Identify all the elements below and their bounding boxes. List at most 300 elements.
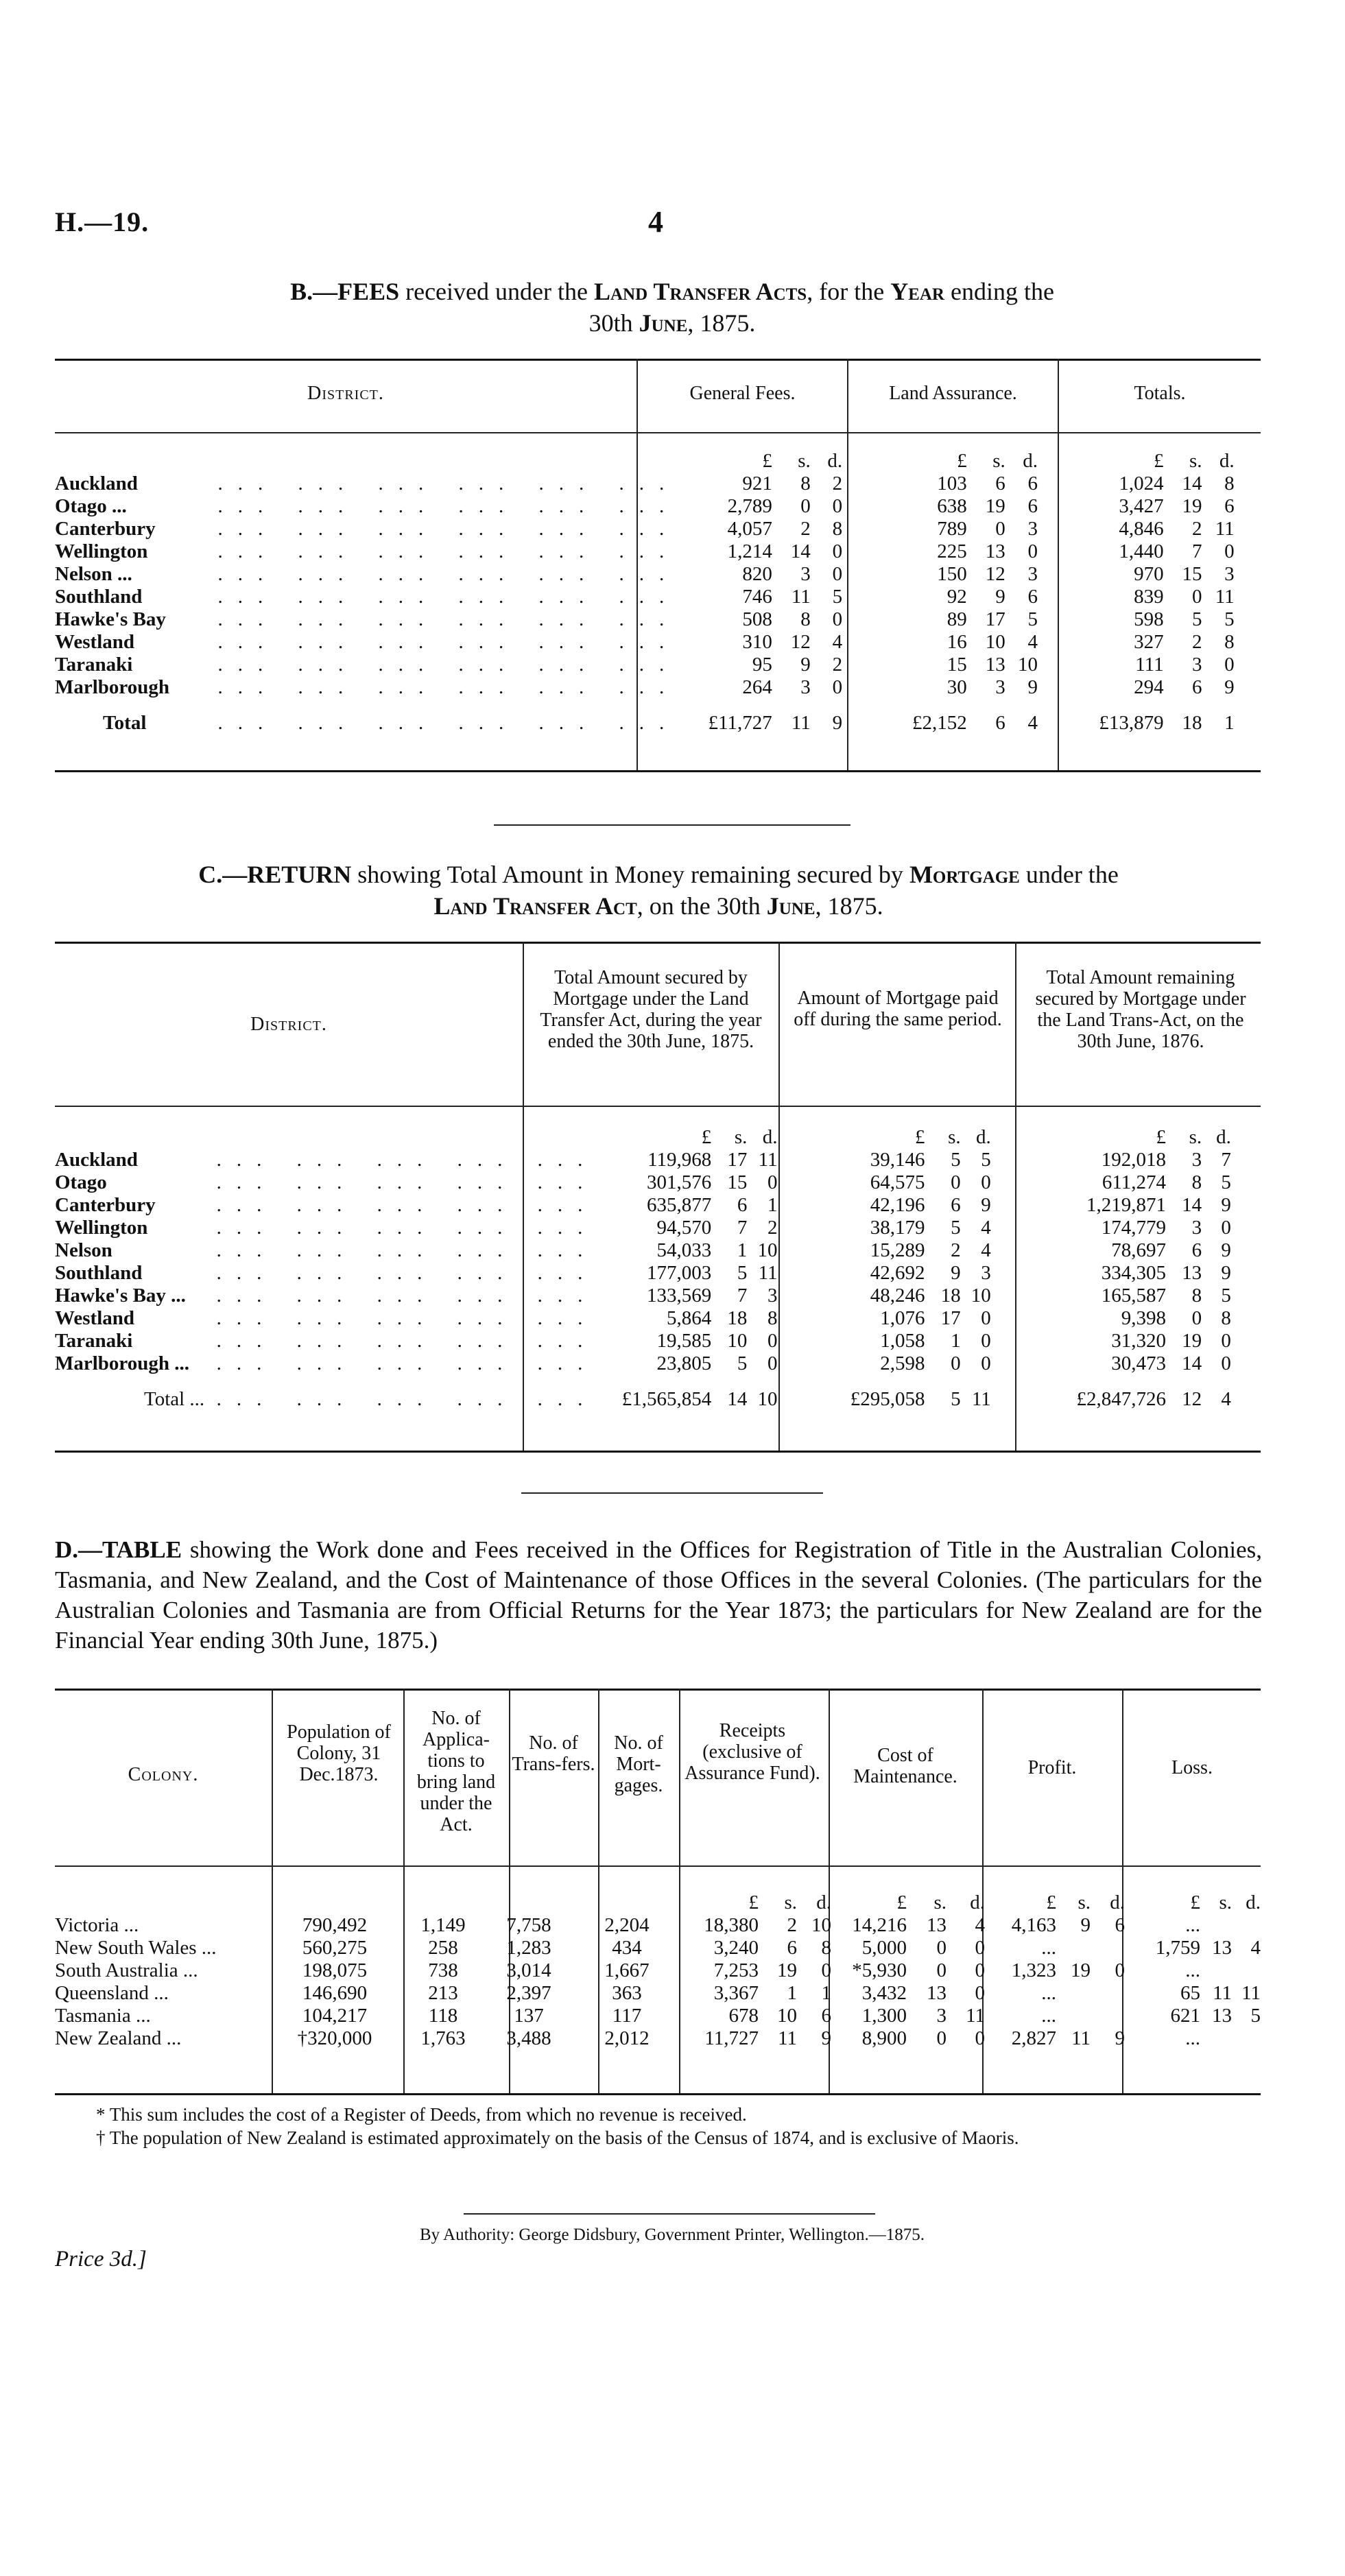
land-assurance-pence: 6 <box>1027 473 1038 494</box>
spacer-cell <box>1038 586 1071 608</box>
amount-paid-off-pence: 3 <box>981 1262 991 1284</box>
cost-of-maintenance-pounds: 5,000 <box>861 1937 907 1959</box>
amount-remaining-shillings: 19 <box>1182 1330 1202 1352</box>
totals-pence: 11 <box>1215 518 1235 540</box>
table-c-row <box>55 1307 1261 1330</box>
spacer-cell <box>842 563 875 586</box>
spacer-cell <box>842 608 875 631</box>
land-assurance-pounds: 15 <box>947 654 967 676</box>
general-fees-pence: 0 <box>832 676 843 698</box>
profit-shillings <box>1056 2005 1091 2027</box>
spacer-cell <box>842 586 875 608</box>
profit-pounds: ... <box>1041 2005 1056 2027</box>
spacer-cell <box>1038 473 1071 495</box>
table-b-row <box>55 676 1261 699</box>
amount-remaining-pounds: 165,587 <box>1101 1285 1167 1307</box>
district-name: Westland <box>55 631 135 653</box>
spacer-cell <box>778 1307 828 1330</box>
spacer-cell <box>217 450 679 473</box>
section-b-title: B.—FEES received under the Land Transfer Acts, for the Year ending the 30th June, 1875. <box>290 278 1054 337</box>
receipts-pence: 10 <box>811 1914 831 1936</box>
land-assurance-shillings: 10 <box>985 631 1005 653</box>
general-fees-pounds: 820 <box>742 563 772 585</box>
leader-dots: ... ... ... ... ... <box>216 1239 598 1261</box>
spacer-cell <box>488 1892 569 1914</box>
applications: 1,149 <box>420 1914 466 1936</box>
district-name: Otago <box>55 1171 107 1193</box>
leader-dots: ... ... ... ... ... <box>216 1285 598 1307</box>
receipts-shillings: 10 <box>777 2005 797 2027</box>
totals-pence: 0 <box>1224 540 1235 562</box>
amount-remaining-shillings: 14 <box>1182 1194 1202 1216</box>
table-d-col-transfers: No. of Trans-fers. <box>512 1732 595 1775</box>
general-fees-pence: 4 <box>832 631 843 653</box>
amount-paid-off-pounds: 1,058 <box>880 1330 925 1352</box>
table-b-row <box>55 495 1261 518</box>
section-b-title-lead: B.—FEES <box>290 278 400 305</box>
leader-dots: ... ... ... ... ... ... <box>217 676 680 698</box>
table-d-col-colony: Colony. <box>128 1764 199 1785</box>
colony-name: Tasmania ... <box>55 2005 151 2027</box>
amount-secured-shillings: 17 <box>727 1149 748 1171</box>
general-fees-pence: 8 <box>832 518 843 540</box>
currency-header-row <box>55 1892 1261 1914</box>
amount-remaining-pounds: 611,274 <box>1102 1171 1167 1193</box>
leader-dots: ... ... ... ... ... ... <box>217 654 680 676</box>
district-name: Southland <box>55 1262 143 1284</box>
receipts-pounds: 3,367 <box>713 1982 759 2004</box>
footnote-population-estimate: † The population of New Zealand is estimated approximately on the basis of the Census of 1874, and is exclusive of Maoris. <box>96 2127 1019 2148</box>
mortgages: 363 <box>612 1982 642 2004</box>
amount-remaining-pounds: 334,305 <box>1101 1262 1167 1284</box>
profit-shillings: 19 <box>1071 1959 1091 1981</box>
general-fees-pounds: 508 <box>742 608 772 630</box>
cost-of-maintenance-shillings: 0 <box>936 1959 947 1981</box>
table-d-col-population: Population of Colony, 31 Dec.1873. <box>287 1721 391 1785</box>
transfers: 3,488 <box>506 2027 551 2049</box>
table-c-row <box>55 1285 1261 1307</box>
amount-paid-off-pence: 0 <box>981 1352 991 1374</box>
table-b <box>55 450 1261 747</box>
amount-secured-pounds: 5,864 <box>667 1307 712 1329</box>
amount-remaining-shillings: 0 <box>1191 1307 1202 1329</box>
amount-paid-off-pounds: 1,076 <box>880 1307 925 1329</box>
district-name: Westland <box>55 1307 135 1329</box>
district-name: Canterbury <box>55 518 156 540</box>
leader-dots: ... ... ... ... ... ... <box>217 586 680 608</box>
amount-paid-off-shillings: 5 <box>951 1217 961 1239</box>
amount-secured-pence: 10 <box>757 1239 778 1261</box>
pound-sign-header: £ <box>748 1892 759 1913</box>
land-assurance-pounds: 103 <box>937 473 967 494</box>
spacer-cell <box>991 1126 1052 1149</box>
spacer-cell <box>991 1307 1052 1330</box>
spacer-cell <box>991 1239 1052 1262</box>
profit-shillings <box>1056 1937 1091 1959</box>
price-label: Price 3d.] <box>55 2247 147 2271</box>
totals-pence: 6 <box>1224 495 1235 517</box>
transfers: 3,014 <box>506 1959 551 1981</box>
loss-pounds: 1,759 <box>1155 1937 1200 1959</box>
amount-remaining-pounds: 9,398 <box>1121 1307 1167 1329</box>
leader-dots: ... ... ... ... ... ... <box>217 518 680 540</box>
receipts-shillings: 11 <box>778 2027 797 2049</box>
general-fees-shillings: 2 <box>800 518 811 540</box>
shilling-header: s. <box>1219 1892 1232 1913</box>
profit-pounds: 4,163 <box>1011 1914 1056 1936</box>
spacer-cell <box>1038 495 1071 518</box>
footer-rule <box>464 2213 875 2215</box>
separator-rule <box>521 1492 823 1494</box>
pence-header: d. <box>1023 450 1038 472</box>
amount-remaining-total-pounds: £2,847,726 <box>1076 1387 1167 1410</box>
table-c-col-paid: Amount of Mortgage paid off during the same period. <box>794 988 1002 1030</box>
district-name: Southland <box>55 586 143 608</box>
loss-shillings <box>1200 1959 1232 1982</box>
transfers: 2,397 <box>506 1982 551 2004</box>
table-b-col-general-fees: General Fees. <box>689 383 796 404</box>
land-assurance-pounds: 638 <box>937 495 967 517</box>
general-fees-total-pounds: £11,727 <box>708 711 772 734</box>
receipts-shillings: 1 <box>787 1982 797 2004</box>
land-assurance-pence: 0 <box>1027 540 1038 562</box>
table-c-bottom-rule <box>55 1451 1261 1453</box>
table-d-bottom-rule <box>55 2093 1261 2095</box>
land-assurance-pounds: 789 <box>937 518 967 540</box>
table-b-row <box>55 654 1261 676</box>
amount-remaining-shillings: 6 <box>1191 1239 1202 1261</box>
spacer-cell <box>842 495 875 518</box>
receipts-pence: 0 <box>821 1959 831 1981</box>
receipts-pounds: 18,380 <box>704 1914 759 1936</box>
population: 790,492 <box>302 1914 368 1936</box>
amount-paid-off-total-pence: 11 <box>971 1387 991 1410</box>
spacer-cell <box>272 1892 398 1914</box>
amount-paid-off-pence: 9 <box>981 1194 991 1216</box>
spacer-cell <box>398 1892 488 1914</box>
land-assurance-shillings: 19 <box>985 495 1005 517</box>
table-b-col-land-assurance: Land Assurance. <box>889 383 1017 404</box>
district-name: Wellington <box>55 540 148 562</box>
land-assurance-pence: 9 <box>1027 676 1038 698</box>
amount-paid-off-pounds: 48,246 <box>870 1285 925 1307</box>
leader-dots: ... ... ... ... ... <box>216 1330 598 1352</box>
table-b-row <box>55 631 1261 654</box>
leader-dots: ... ... ... ... ... ... <box>217 473 680 494</box>
total-label: Total <box>103 711 147 734</box>
loss-pence: 4 <box>1250 1937 1261 1959</box>
shilling-header: s. <box>992 450 1005 472</box>
amount-remaining-pounds: 78,697 <box>1111 1239 1167 1261</box>
leader-dots: ... ... ... ... ... ... <box>217 563 680 585</box>
spacer-cell <box>217 1126 598 1149</box>
printer-authority: By Authority: George Didsbury, Government Printer, Wellington.—1875. <box>419 2226 925 2244</box>
amount-secured-pence: 11 <box>758 1149 778 1171</box>
leader-dots: ... ... ... ... ... <box>216 1352 598 1374</box>
pence-header: d. <box>827 450 843 472</box>
amount-remaining-pence: 5 <box>1221 1171 1231 1193</box>
amount-remaining-pence: 0 <box>1221 1217 1231 1239</box>
amount-secured-shillings: 7 <box>737 1217 748 1239</box>
leader-dots: ... ... ... ... ... <box>216 1262 598 1284</box>
amount-paid-off-shillings: 17 <box>940 1307 961 1329</box>
cost-of-maintenance-pounds: 8,900 <box>861 2027 907 2049</box>
district-name: Auckland <box>55 1149 138 1171</box>
table-b-col-district: District. <box>307 383 384 404</box>
receipts-shillings: 19 <box>777 1959 797 1981</box>
totals-pounds: 970 <box>1134 563 1164 585</box>
table-b-total-row <box>55 699 1261 747</box>
spacer-cell <box>1038 699 1071 747</box>
population: 104,217 <box>302 2005 368 2027</box>
totals-shillings: 14 <box>1182 473 1202 494</box>
spacer-cell <box>991 1375 1052 1423</box>
pound-sign-header: £ <box>1046 1892 1056 1913</box>
table-c-row <box>55 1352 1261 1375</box>
population: 198,075 <box>302 1959 368 1981</box>
receipts-pounds: 11,727 <box>704 2027 759 2049</box>
amount-secured-shillings: 1 <box>737 1239 748 1261</box>
spacer-cell <box>1038 518 1071 540</box>
table-c-row <box>55 1194 1261 1217</box>
spacer-cell <box>991 1171 1052 1194</box>
spacer-cell <box>842 450 875 473</box>
cost-of-maintenance-shillings: 13 <box>927 1914 947 1936</box>
land-assurance-pounds: 30 <box>947 676 967 698</box>
leader-dots: ... ... ... ... ... <box>216 1149 598 1171</box>
profit-pence: 0 <box>1115 1959 1125 1981</box>
loss-pence: 5 <box>1250 2005 1261 2027</box>
profit-pounds: ... <box>1041 1982 1056 2004</box>
land-assurance-shillings: 13 <box>985 654 1005 676</box>
amount-secured-pounds: 119,968 <box>647 1149 712 1171</box>
general-fees-pence: 2 <box>832 654 843 676</box>
pound-sign-header: £ <box>1190 1892 1200 1913</box>
amount-paid-off-pounds: 64,575 <box>870 1171 925 1193</box>
spacer-cell <box>842 518 875 540</box>
pence-header: d. <box>1110 1892 1125 1913</box>
amount-paid-off-pence: 5 <box>981 1149 991 1171</box>
loss-shillings: 13 <box>1212 2005 1232 2027</box>
amount-secured-pence: 11 <box>758 1262 778 1284</box>
loss-shillings <box>1200 2027 1232 2050</box>
page-number: 4 <box>648 205 663 239</box>
cost-of-maintenance-pence: 0 <box>975 1982 985 2004</box>
amount-remaining-pence: 9 <box>1221 1262 1231 1284</box>
district-name: Wellington <box>55 1217 148 1239</box>
leader-dots: ... ... ... ... ... <box>216 1194 598 1216</box>
totals-shillings: 2 <box>1192 631 1202 653</box>
spacer-cell <box>1038 676 1071 699</box>
amount-paid-off-shillings: 2 <box>951 1239 961 1261</box>
receipts-pence: 9 <box>821 2027 831 2049</box>
table-c-col-remaining: Total Amount remaining secured by Mortgage under the Land Trans-Act, on the 30th June, 1876. <box>1035 967 1246 1052</box>
spacer-cell <box>778 1262 828 1285</box>
separator-rule <box>494 824 850 826</box>
table-d-col-mortgages: No. of Mort-gages. <box>614 1732 663 1796</box>
amount-paid-off-shillings: 6 <box>951 1194 961 1216</box>
table-d-row <box>55 1959 1261 1982</box>
spacer-cell <box>842 473 875 495</box>
amount-paid-off-pounds: 42,692 <box>870 1262 925 1284</box>
amount-remaining-shillings: 8 <box>1191 1285 1202 1307</box>
general-fees-pence: 5 <box>832 586 843 608</box>
totals-pounds: 4,846 <box>1119 518 1164 540</box>
cost-of-maintenance-pence: 0 <box>975 1937 985 1959</box>
table-b-row <box>55 473 1261 495</box>
land-assurance-total-pounds: £2,152 <box>912 711 967 734</box>
land-assurance-pounds: 16 <box>947 631 967 653</box>
amount-secured-shillings: 5 <box>737 1352 748 1374</box>
pence-header: d. <box>1216 1126 1231 1148</box>
general-fees-shillings: 8 <box>800 608 811 630</box>
leader-dots: ... ... ... ... ... ... <box>217 495 680 517</box>
general-fees-shillings: 11 <box>791 586 811 608</box>
amount-paid-off-pounds: 15,289 <box>870 1239 925 1261</box>
pound-sign-header: £ <box>762 450 772 472</box>
district-name: Marlborough ... <box>55 1352 190 1374</box>
totals-pounds: 111 <box>1135 654 1164 676</box>
spacer-cell <box>55 450 217 473</box>
spacer-cell <box>778 1352 828 1375</box>
applications: 213 <box>428 1982 458 2004</box>
receipts-pounds: 3,240 <box>713 1937 759 1959</box>
table-b-row <box>55 563 1261 586</box>
general-fees-pence: 0 <box>832 540 843 562</box>
table-c-row <box>55 1149 1261 1171</box>
amount-secured-shillings: 7 <box>737 1285 748 1307</box>
shilling-header: s. <box>1189 450 1202 472</box>
amount-paid-off-pence: 4 <box>981 1239 991 1261</box>
spacer-cell <box>842 699 875 747</box>
table-b-row <box>55 608 1261 631</box>
transfers: 137 <box>514 2005 544 2027</box>
amount-remaining-pounds: 30,473 <box>1111 1352 1167 1374</box>
receipts-pounds: 7,253 <box>713 1959 759 1981</box>
pence-header: d. <box>762 1126 778 1148</box>
totals-pounds: 3,427 <box>1119 495 1164 517</box>
amount-secured-pounds: 177,003 <box>647 1262 712 1284</box>
amount-secured-pence: 0 <box>767 1330 778 1352</box>
spacer-cell <box>991 1285 1052 1307</box>
land-assurance-shillings: 3 <box>995 676 1005 698</box>
amount-paid-off-shillings: 9 <box>951 1262 961 1284</box>
applications: 258 <box>428 1937 458 1959</box>
spacer-cell <box>778 1375 828 1423</box>
shilling-header: s. <box>948 1126 961 1148</box>
general-fees-shillings: 9 <box>800 654 811 676</box>
amount-remaining-shillings: 3 <box>1191 1149 1202 1171</box>
totals-pounds: 839 <box>1134 586 1164 608</box>
profit-shillings: 9 <box>1080 1914 1091 1936</box>
land-assurance-pence: 3 <box>1027 563 1038 585</box>
land-assurance-total-shillings: 6 <box>995 711 1005 734</box>
pence-header: d. <box>976 1126 991 1148</box>
shilling-header: s. <box>798 450 811 472</box>
table-d-col-receipts: Receipts (exclusive of Assurance Fund). <box>685 1720 820 1784</box>
grand-total-shillings: 18 <box>1182 711 1202 734</box>
amount-secured-pence: 3 <box>767 1285 778 1307</box>
spacer-cell <box>1038 540 1071 563</box>
amount-secured-pounds: 23,805 <box>656 1352 712 1374</box>
cost-of-maintenance-pence: 11 <box>966 2005 985 2027</box>
general-fees-total-pence: 9 <box>832 711 843 734</box>
cost-of-maintenance-pounds: 1,300 <box>861 2005 907 2027</box>
colony-name: Queensland ... <box>55 1982 169 2004</box>
mortgages: 1,667 <box>604 1959 650 1981</box>
land-assurance-shillings: 12 <box>985 563 1005 585</box>
cost-of-maintenance-pounds: 14,216 <box>852 1914 907 1936</box>
receipts-pounds: 678 <box>728 2005 759 2027</box>
shilling-header: s. <box>1189 1126 1202 1148</box>
totals-pence: 11 <box>1215 586 1235 608</box>
amount-remaining-pounds: 192,018 <box>1101 1149 1167 1171</box>
spacer-cell <box>55 1126 217 1149</box>
table-c-col-district: District. <box>250 1014 327 1035</box>
spacer-cell <box>1038 654 1071 676</box>
totals-pounds: 1,024 <box>1119 473 1164 494</box>
general-fees-shillings: 3 <box>800 563 811 585</box>
totals-shillings: 7 <box>1192 540 1202 562</box>
leader-dots: ... ... ... ... ... <box>216 1171 598 1193</box>
table-c <box>55 1126 1261 1423</box>
profit-pence <box>1091 1937 1125 1959</box>
colony-name: South Australia ... <box>55 1959 198 1981</box>
land-assurance-pence: 5 <box>1027 608 1038 630</box>
district-name: Otago ... <box>55 495 127 517</box>
transfers: 1,283 <box>506 1937 551 1959</box>
land-assurance-pounds: 150 <box>937 563 967 585</box>
totals-pounds: 327 <box>1134 631 1164 653</box>
spacer-cell <box>842 676 875 699</box>
section-d-title: D.—TABLE showing the Work done and Fees received in the Offices for Registration of Title in the Australian Colonies, Tasmania, and New Zealand, and the Cost of Maintenance of those Offices in the several Colonies. (The particulars for the Australian Colonies and Tasmania are from Official Returns for the Year 1873; the particulars for New Zealand are for the Financial Year ending 30th June, 1875.) <box>55 1536 1262 1654</box>
receipts-shillings: 6 <box>787 1937 797 1959</box>
spacer-cell <box>991 1194 1052 1217</box>
table-d-row <box>55 2005 1261 2027</box>
profit-pence: 6 <box>1115 1914 1125 1936</box>
amount-remaining-pounds: 1,219,871 <box>1086 1194 1167 1216</box>
leader-dots: ... ... ... ... ... ... <box>217 631 680 653</box>
loss-pounds: 621 <box>1170 2005 1200 2027</box>
totals-pounds: 598 <box>1134 608 1164 630</box>
amount-secured-shillings: 6 <box>737 1194 748 1216</box>
spacer-cell <box>778 1217 828 1239</box>
mortgages: 2,204 <box>604 1914 650 1936</box>
amount-secured-pence: 2 <box>767 1217 778 1239</box>
totals-pounds: 294 <box>1134 676 1164 698</box>
spacer-cell <box>778 1126 828 1149</box>
amount-secured-pounds: 301,576 <box>647 1171 712 1193</box>
amount-secured-pounds: 19,585 <box>656 1330 712 1352</box>
mortgages: 434 <box>612 1937 642 1959</box>
loss-pence <box>1232 1914 1261 1937</box>
general-fees-pence: 0 <box>832 495 843 517</box>
spacer-cell <box>1038 450 1071 473</box>
amount-secured-total-pounds: £1,565,854 <box>621 1387 712 1410</box>
spacer-cell <box>991 1149 1052 1171</box>
leader-dots: ... ... ... ... ... ... <box>217 711 680 734</box>
land-assurance-shillings: 13 <box>985 540 1005 562</box>
amount-secured-pounds: 94,570 <box>656 1217 712 1239</box>
shilling-header: s. <box>734 1126 748 1148</box>
spacer-cell <box>778 1149 828 1171</box>
colony-name: New South Wales ... <box>55 1937 217 1959</box>
table-b-col-totals: Totals. <box>1134 383 1186 404</box>
district-name: Taranaki <box>55 654 133 676</box>
amount-secured-pence: 1 <box>767 1194 778 1216</box>
general-fees-pounds: 95 <box>752 654 772 676</box>
amount-remaining-shillings: 3 <box>1191 1217 1202 1239</box>
